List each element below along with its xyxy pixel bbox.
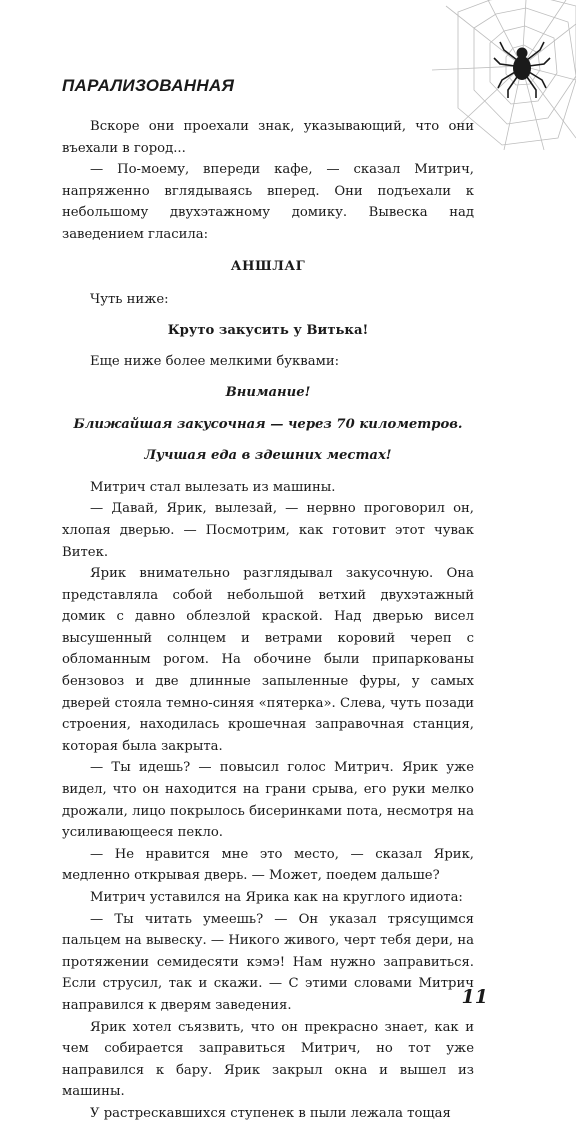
- paragraph: — По-моему, впереди кафе, — сказал Митрич, напряженно вглядываясь вперед. Они подъехали к небольшому двухэтажному домику. Вывеска над заведением гласила:: [62, 162, 474, 242]
- page-title: ПАРАЛИЗОВАННАЯ: [62, 76, 235, 95]
- paragraph: Чуть ниже:: [90, 292, 169, 308]
- paragraph: Еще ниже более мелкими буквами:: [90, 354, 340, 370]
- page-number: 11: [461, 986, 488, 1008]
- paragraph: Ярик внимательно разглядывал закусочную. Она представляла собой небольшой ветхий двухэтажный домик с давно облезлой краской. Над дверью висел высушенный солнцем и ветрами коровий череп с обломанным рогом. На обочине были припаркованы бензовоз и две длинные запыленные фуры, у самых дверей стояла темно-синяя «пятерка». Слева, чуть позади строения, находилась крошечная заправочная станция, которая была закрыта.: [62, 566, 474, 754]
- sign-line: Ближайшая закусочная — через 70 километров.: [73, 416, 463, 432]
- sign-line: Круто закусить у Витька!: [167, 322, 369, 338]
- page-body-text: [62, 116, 474, 1125]
- paragraph: Ярик хотел съязвить, что он прекрасно знает, как и чем собирается заправиться Митрич, но тот уже направился к бару. Ярик закрыл окна и вышел из машины.: [62, 1019, 474, 1100]
- paragraph: Митрич стал вылезать из машины.: [90, 479, 336, 495]
- sign-line: Внимание!: [225, 384, 311, 400]
- paragraph: — Не нравится мне это место, — сказал Ярик, медленно открывая дверь. — Может, поедем дальше?: [62, 846, 474, 884]
- sign-heading: АНШЛАГ: [230, 258, 306, 274]
- paragraph: У растрескавшихся ступенек в пыли лежала тощая: [90, 1105, 451, 1121]
- paragraph: — Давай, Ярик, вылезай, — нервно проговорил он, хлопая дверью. — Посмотрим, как готовит этот чувак Витек.: [62, 501, 474, 560]
- paragraph: — Ты читать умеешь? — Он указал трясущимся пальцем на вывеску. — Никого живого, черт тебя дери, на протяжении семидесяти кэмэ! Нам нужно заправиться. Если струсил, так и скажи. — С этими словами Митрич направился к дверям заведения.: [62, 911, 474, 1013]
- paragraph: Вскоре они проехали знак, указывающий, что они въехали в город...: [62, 119, 474, 156]
- paragraph: — Ты идешь? — повысил голос Митрич. Ярик уже видел, что он находится на грани срыва, его руки мелко дрожали, лицо покрылось бисеринками пота, несмотря на усиливающееся пекло.: [62, 760, 474, 841]
- paragraph: Митрич уставился на Ярика как на круглого идиота:: [90, 890, 463, 905]
- sign-line: Лучшая еда в здешних местах!: [144, 448, 392, 464]
